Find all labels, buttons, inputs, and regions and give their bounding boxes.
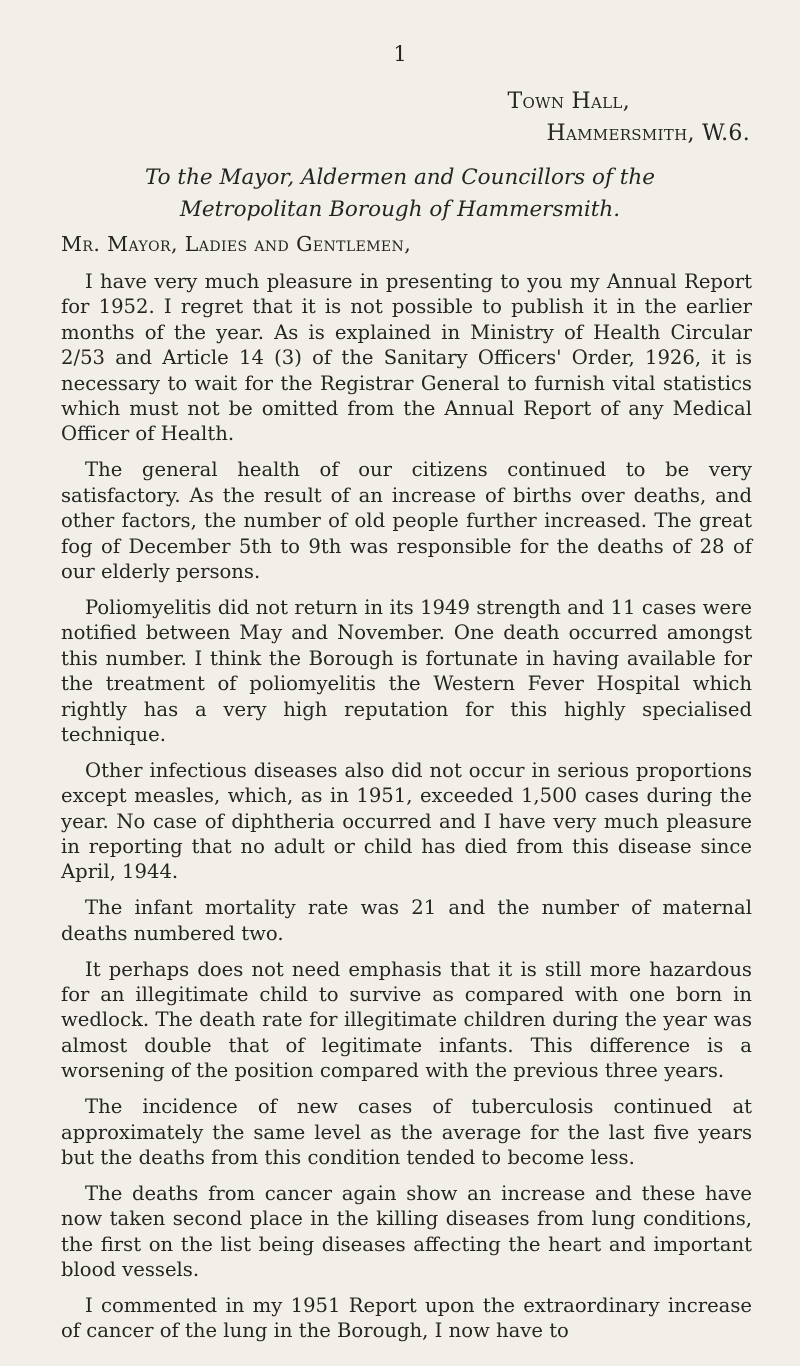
paragraph-infant-mortality: The infant mortality rate was 21 and the number of maternal deaths numbered two.	[61, 896, 752, 945]
paragraph-poliomyelitis: Poliomyelitis did not return in its 1949 strength and 11 cases were notified between May and November. One death occurred amongst this number. I think the Borough is fortunate in having available for the treatment of poliomyelitis the Western Fever Hospital which rightly has a very high reputation for this highly specialised technique.	[61, 595, 752, 746]
address-line-1: Town Hall,	[507, 89, 630, 114]
paragraph-tuberculosis: The incidence of new cases of tuberculosis continued at approximately the same level as the average for the last five years but the deaths from this condition tended to become less.	[61, 1095, 752, 1169]
dedication-line-2: Metropolitan Borough of Hammersmith.	[179, 197, 621, 222]
salutation: Mr. Mayor, Ladies and Gentlemen,	[61, 232, 412, 256]
page-number: 1	[393, 42, 407, 66]
dedication-line-1: To the Mayor, Aldermen and Councillors of the	[144, 165, 656, 190]
paragraph-infectious-diseases: Other infectious diseases also did not occur in serious proportions except measles, which, as in 1951, exceeded 1,500 cases during the year. No case of diphtheria occurred and I have very much pleasure in reporting that no adult or child has died from this disease since April, 1944.	[61, 758, 752, 884]
paragraph-annual-report: I have very much pleasure in presenting to you my Annual Report for 1952. I regret that it is not possible to publish it in the earlier months of the year. As is explained in Ministry of Health Circular 2/53 and Article 14 (3) of the Sanitary Officers' Order, 1926, it is necessary to wait for the Registrar General to furnish vital statistics which must not be omitted from the Annual Report of any Medical Officer of Health.	[61, 270, 752, 446]
address-line-2: Hammersmith, W.6.	[546, 121, 750, 146]
paragraph-cancer: The deaths from cancer again show an increase and these have now taken second place in the killing diseases from lung conditions, the first on the list being diseases affecting the heart and important blood vessels.	[61, 1181, 752, 1282]
paragraph-lung-cancer: I commented in my 1951 Report upon the extraordinary increase of cancer of the lung in the Borough, I now have to	[61, 1294, 752, 1343]
dedication	[60, 162, 740, 226]
paragraph-illegitimate-children: It perhaps does not need emphasis that it is still more hazardous for an illegitimate child to survive as compared with one born in wedlock. The death rate for illegitimate children during the year was almost double that of legitimate infants. This difference is a worsening of the position compared with the previous three years.	[61, 957, 752, 1083]
paragraph-general-health: The general health of our citizens continued to be very satisfactory. As the result of an increase of births over deaths, and other factors, the number of old people further increased. The great fog of December 5th to 9th was responsible for the deaths of 28 of our elderly persons.	[61, 458, 752, 583]
report-body	[61, 269, 752, 1344]
sender-address	[508, 86, 750, 150]
